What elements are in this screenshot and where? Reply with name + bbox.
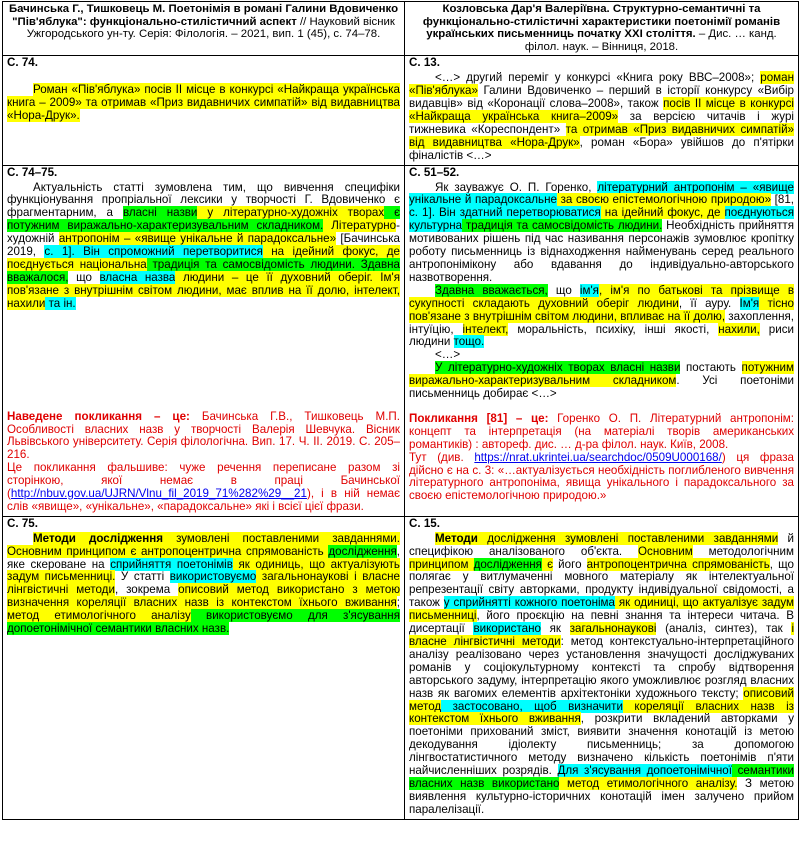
note-paragraph: Наведене покликання – це: Бачинська Г.В., Тишковець М.П. Особливості власних назв у творчості Валерія Шевчука. Вісник Львівського університету. Серія філологічна. Вип. 17. Ч. ІІ. 2019. С. 205–216. bbox=[7, 409, 400, 462]
left-source-header: Бачинська Г., Тишковець М. Поетонімія в романі Галини Вдовиченко "Пів'яблука": функціонально-стилістичний аспект // Науковий вісник Ужгородського ун-ту. Серія: Філологія. – 2021, вип. 1 (45), с. 74–78. bbox=[3, 2, 405, 56]
note-paragraph: Тут (див. https://nrat.ukrintei.ua/searchdoc/0509U000168/) ця фраза дійсно є на с. 3: «…актуалізується необхідність поглибленого вивчення літературного антропоніма, явища унікального і парадоксального за своєю епістемологічною природою.» bbox=[409, 450, 795, 503]
page-ref: С. 75. bbox=[7, 516, 38, 530]
text-paragraph: Здавна вважається, що ім'я, ім'я по батькові та прізвище в сукупності складають духовний оберіг людини, її ауру. Ім'я тісно пов'язане з внутрішнім світом людини, впливає на її долю, захоплення, інтуїцію, інтелект, моральність, психіку, інші якості, нахили, риси людини тощо. bbox=[409, 283, 794, 349]
row-3 bbox=[3, 516, 799, 819]
ellipsis: <…> bbox=[435, 348, 461, 362]
row-1 bbox=[3, 56, 799, 165]
text-paragraph: Методи дослідження зумовлені поставленими завданнями й специфікою аналізованого об'єкта. Основним методологічним принципом дослідження є його антропоцентрична спрямованість, що полягає у витлумаченні мовного матеріалу як інтелектуальної репрезентації світу авторками, продукту індивідуальної свідомості, а також у сприйнятті кожного поетоніма як одиниці, що актуалізує задум письменниці, його проєкцію на певні знання та інтереси читача. В дисертації використано як загальнонаукові (аналіз, синтез), так і власне лінгвістичні методи: метод контекстуально-інтерпретаційного аналізу реалізовано через установлення значущості досліджуваних романів у соціокультурному контексті та спробу відтворення авторського задуму, інтерпретацію якого уможливлює розгляд власних назв як вагомих елементів архітектоніки художнього тексту; описовий метод застосовано, щоб визначити кореляції власних назв із контекстом їхнього вживання, розкрити вкладений авторками у поетоніми прихований зміст, виявити значення конотацій із метою декодування ідіолекту письменниць; за допомогою лінгвостатистичного методу визначено кількість поетонімів п'яти найчисленніших розрядів. Для з'ясування допоетонімічної семантики власних назв використано метод етимологічного аналізу. З метою виявлення культурно-історичних конотацій імен залучено прийом паралелізації. bbox=[409, 531, 795, 816]
text-paragraph: Роман «Пів'яблука» посів ІІ місце в конкурсі «Найкраща українська книга – 2009» та отримав «Приз видавничих симпатій» від видавництва «Нора-Друк». bbox=[7, 83, 400, 123]
page-ref: С. 13. bbox=[409, 56, 440, 70]
text-paragraph: Методи дослідження зумовлені поставленими завданнями. Основним принципом є антропоцентрична спрямованість дослідження, яке скероване на сприйняття поетонімів як одиниць, що актуалізують задум письменниці. У статті використовуємо загальнонаукові і власне лінгвістичні методи, зокрема описовий метод використано з метою визначення кореляції власних назв із контекстом їхнього вживання; метод етимологічного аналізу використовуємо для з'ясування допоетонімічної семантики власних назв. bbox=[7, 531, 401, 636]
note-paragraph: Покликання [81] – це: Горенко О. П. Літературний антропонім: концепт та інтерпретація (на матеріалі творів американських романтиків) : автореф. дис. … д-ра філол. наук. Київ, 2008. bbox=[409, 411, 794, 451]
row1-left-cell bbox=[3, 56, 405, 165]
page-ref: С. 74–75. bbox=[7, 165, 58, 179]
text-paragraph: Актуальність статті зумовлена тим, що вивчення специфіки функціонування пропріальної лексики у творчості Г. Вдовиченко є фрагментарним, а власні назви у літературно-художніх творах є потужним виражально-характеризувальним складником. Літературно-художній антропонім – «явище унікальне й парадоксальне» [Бачинська 2019, с. 1]. Він спроможний перетворитися на ідейний фокус, де поєднується національна традиція та самосвідомість людини. Здавна вважалося, що власна назва людини – це її духовний оберіг. Ім'я пов'язане з внутрішнім світом людини, має вплив на її долю, інтелект, нахили та ін. bbox=[7, 180, 401, 310]
note-paragraph: Це покликання фальшиве: чуже речення переписане разом зі сторінкою, якої немає в праці Бачинської (http://nbuv.gov.ua/UJRN/Vlnu_fil_2019_71%282%29__21), і в ній немає слів «явище», «унікальне», «парадоксальне» які і всієї цієї фрази. bbox=[7, 461, 400, 513]
comparison-table bbox=[2, 1, 799, 820]
source-link[interactable]: http://nbuv.gov.ua/UJRN/Vlnu_fil_2019_71%282%29__21 bbox=[10, 487, 307, 501]
text-paragraph: Як зауважує О. П. Горенко, літературний антропонім – «явище унікальне й парадоксальне за своєю епістемологічною природою» [81, с. 1]. Він здатний перетворюватися на ідейний фокус, де поєднуються культурна традиція та самосвідомість людини. Необхідність прийняття мотивованих рішень під час називання персонажів зумовлює кропітку роботу письменниць із віднаходження найменувань серед реального антропонімікону або вдавання до індивідуально-авторського назвотворення. bbox=[409, 180, 795, 284]
text-paragraph: <…> другий переміг у конкурсі «Книга року ВВС–2008»; роман «Пів'яблука» Галини Вдовиченко – перший в історії конкурсу «Вибір видавців» від «Коронації слова–2008», також посів ІІ місце в конкурсі «Найкраща українська книга–2009» за версією читачів і журі тижневика «Кореспондент» та отримав «Приз видавничих симпатій» від видавництва «Нора-Друк», роман «Бора» увійшов до п'ятірки фіналістів <…> bbox=[409, 71, 794, 162]
text-paragraph: У літературно-художніх творах власні назви постають потужним виражально-характеризувальним складником. Усі поетоніми письменниць добирає <…> bbox=[409, 361, 795, 401]
row3-right-cell bbox=[405, 516, 799, 819]
page-ref: С. 15. bbox=[409, 516, 440, 530]
row3-left-cell bbox=[3, 516, 405, 819]
page-ref: С. 51–52. bbox=[409, 165, 460, 179]
source-link[interactable]: https://nrat.ukrintei.ua/searchdoc/0509U000168/ bbox=[474, 450, 722, 464]
row-2 bbox=[3, 165, 799, 516]
header-row bbox=[3, 2, 799, 56]
page-ref: С. 74. bbox=[7, 56, 38, 70]
row1-right-cell bbox=[405, 56, 799, 165]
row2-right-cell bbox=[405, 165, 799, 516]
right-source-header: Козловська Дар'я Валеріївна. Структурно-семантичні та функціонально-стилістичні характеристики поетонімії романів українських письменниць початку ХХІ століття. – Дис. … канд. філол. наук. – Вінниця, 2018. bbox=[405, 2, 799, 56]
row2-left-cell bbox=[3, 165, 405, 516]
